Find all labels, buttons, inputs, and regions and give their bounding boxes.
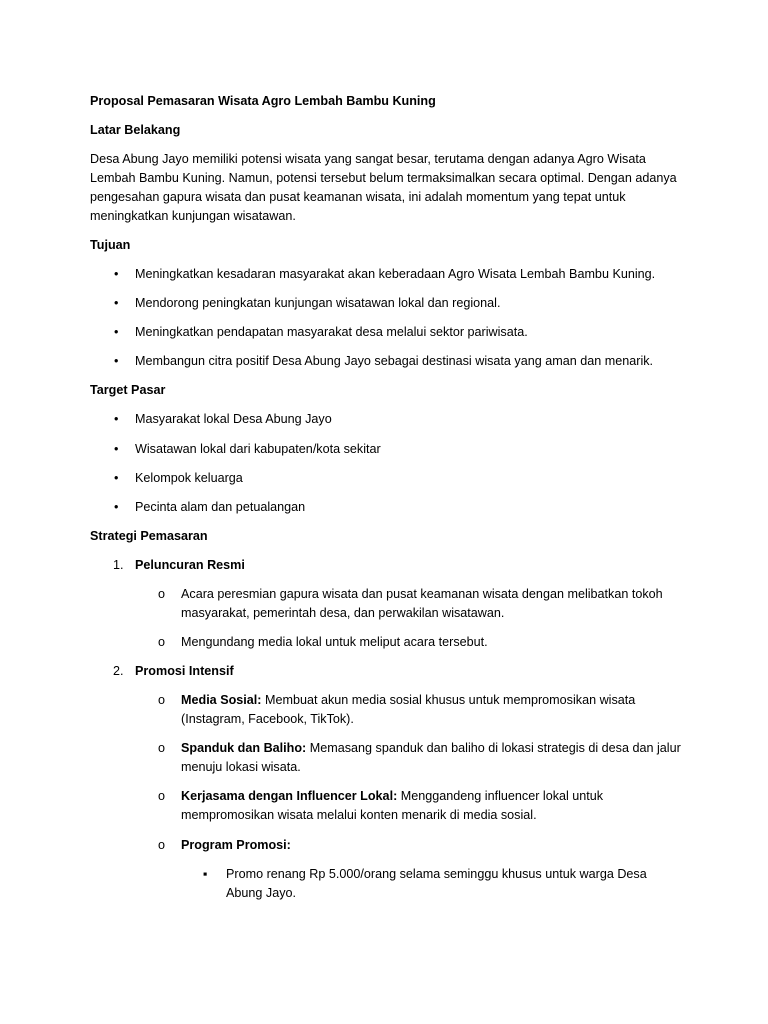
paragraph-line: Desa Abung Jayo memiliki potensi wisata yang sangat besar, terutama dengan adanya Agro Wisata <box>90 152 646 166</box>
list-item-continuation: masyarakat, pemerintah desa, dan perwakilan wisatawan. <box>181 606 505 620</box>
list-item: Mengundang media lokal untuk meliput acara tersebut. <box>181 635 488 649</box>
list-item: Wisatawan lokal dari kabupaten/kota sekitar <box>135 442 381 456</box>
list-item: Mendorong peningkatan kunjungan wisatawan lokal dan regional. <box>135 296 501 310</box>
bullet-icon: • <box>114 442 119 456</box>
list-item-continuation: mempromosikan wisata melalui konten menarik di media sosial. <box>181 808 537 822</box>
bullet-icon: • <box>114 500 119 514</box>
item-label: Kerjasama dengan Influencer Lokal: <box>181 789 398 803</box>
document-title: Proposal Pemasaran Wisata Agro Lembah Bambu Kuning <box>90 94 436 108</box>
list-item: Kelompok keluarga <box>135 471 243 485</box>
bullet-icon: • <box>114 471 119 485</box>
strategy-title-promosi: Promosi Intensif <box>135 664 234 678</box>
circle-bullet-icon: o <box>158 635 166 649</box>
circle-bullet-icon: o <box>158 741 166 755</box>
list-item: Acara peresmian gapura wisata dan pusat keamanan wisata dengan melibatkan tokoh <box>181 587 663 601</box>
list-item: Membangun citra positif Desa Abung Jayo sebagai destinasi wisata yang aman dan menarik. <box>135 354 654 368</box>
section-heading-strategi-pemasaran: Strategi Pemasaran <box>90 529 208 543</box>
bullet-icon: • <box>114 296 119 310</box>
section-heading-tujuan: Tujuan <box>90 238 131 252</box>
paragraph-line: pengesahan gapura wisata dan pusat keamanan wisata, ini adalah momentum yang tepat untuk <box>90 190 626 204</box>
bullet-icon: • <box>114 267 119 281</box>
list-item-continuation: (Instagram, Facebook, TikTok). <box>181 712 354 726</box>
list-item: Masyarakat lokal Desa Abung Jayo <box>135 412 332 426</box>
item-label: Spanduk dan Baliho: <box>181 741 307 755</box>
circle-bullet-icon: o <box>158 838 166 852</box>
list-number: 1. <box>113 558 124 572</box>
item-text: Membuat akun media sosial khusus untuk mempromosikan wisata <box>261 693 636 707</box>
list-item-influencer <box>181 787 603 806</box>
circle-bullet-icon: o <box>158 789 166 803</box>
section-heading-latar-belakang: Latar Belakang <box>90 123 181 137</box>
bullet-icon: • <box>114 325 119 339</box>
section-heading-target-pasar: Target Pasar <box>90 383 166 397</box>
paragraph-line: meningkatkan kunjungan wisatawan. <box>90 209 296 223</box>
list-item-spanduk <box>181 739 681 758</box>
list-item-continuation: menuju lokasi wisata. <box>181 760 301 774</box>
list-item: Pecinta alam dan petualangan <box>135 500 306 514</box>
list-item-continuation: Abung Jayo. <box>226 886 297 900</box>
paragraph-line: Lembah Bambu Kuning. Namun, potensi tersebut belum termaksimalkan secara optimal. Dengan adanya <box>90 171 677 185</box>
list-item-program-promosi: Program Promosi: <box>181 838 291 852</box>
item-label: Media Sosial: <box>181 693 262 707</box>
list-item: Meningkatkan kesadaran masyarakat akan keberadaan Agro Wisata Lembah Bambu Kuning. <box>135 267 656 281</box>
list-item: Meningkatkan pendapatan masyarakat desa melalui sektor pariwisata. <box>135 325 528 339</box>
item-text: Menggandeng influencer lokal untuk <box>397 789 604 803</box>
circle-bullet-icon: o <box>158 693 166 707</box>
list-item-media-sosial <box>181 691 635 710</box>
bullet-icon: • <box>114 412 119 426</box>
bullet-icon: • <box>114 354 119 368</box>
item-text: Memasang spanduk dan baliho di lokasi strategis di desa dan jalur <box>306 741 681 755</box>
list-number: 2. <box>113 664 124 678</box>
circle-bullet-icon: o <box>158 587 166 601</box>
list-item: Promo renang Rp 5.000/orang selama seminggu khusus untuk warga Desa <box>226 867 647 881</box>
strategy-title-peluncuran: Peluncuran Resmi <box>135 558 245 572</box>
square-bullet-icon: ▪ <box>203 867 208 881</box>
